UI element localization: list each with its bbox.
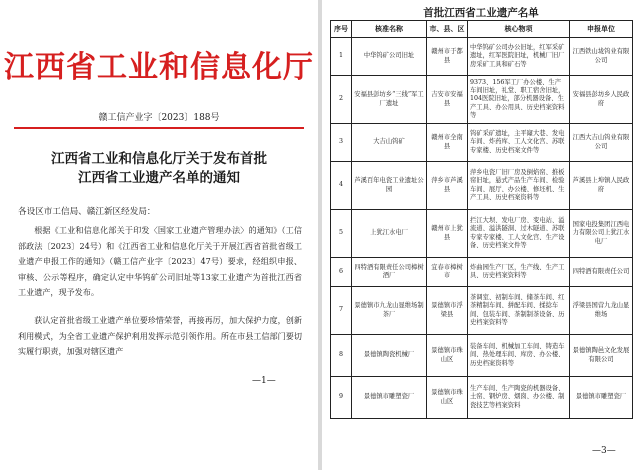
cell-name: 四特酒有限责任公司樟树酒厂 bbox=[352, 258, 427, 287]
cell-core-items: 中华钨矿公司办公旧址，红军采矿遗址，红军医院旧址，机械厂旧厂房采矿工具和矿石等 bbox=[468, 38, 570, 76]
table-row bbox=[331, 287, 633, 335]
header-index: 序号 bbox=[331, 21, 352, 38]
cell-name: 中华钨矿公司旧址 bbox=[352, 38, 427, 76]
document-title-line1: 江西省工业和信息化厅关于发布首批 bbox=[51, 151, 267, 167]
page-number: —3— bbox=[592, 446, 616, 456]
cell-applicant: 安福县彭坊乡人民政府 bbox=[570, 76, 633, 124]
cell-index: 3 bbox=[331, 124, 352, 162]
cell-core-items: 钨矿采矿遗址，主平窿大巷、发电车间、炸药库、工人文化宫、苏联专家楼、历史档案文件等 bbox=[468, 124, 570, 162]
cell-core-items: 装备车间、机械加工车间、铸造车间、热处理车间、库房、办公楼、历史档案资料等 bbox=[468, 335, 570, 377]
body-paragraph-2: 获认定首批省级工业遗产单位要珍惜荣誉，再接再厉，加大保护力度，创新利用模式，为全省工业遗产保护利用发挥示范引领作用。所在市县工信部门要切实履行职责，加强对辖区遗产 bbox=[18, 315, 302, 357]
body-paragraph-1: 根据《工业和信息化部关于印发〈国家工业遗产管理办法〉的通知》（工信部政法〔2023〕24号）和《江西省工业和信息化厅关于开展江西省首批省级工业遗产申报工作的通知》（赣工信产业字〔2023〕47号）要求，经组织申报、审核、公示等程序，确定认定中华钨矿公司旧址等13家工业遗产为首批江西省工业遗产，现予发布。 bbox=[18, 225, 302, 298]
cell-applicant: 江西大吉山钨业有限公司 bbox=[570, 124, 633, 162]
table-row bbox=[331, 76, 633, 124]
cell-index: 4 bbox=[331, 162, 352, 210]
cell-index: 2 bbox=[331, 76, 352, 124]
cell-name: 上犹江水电厂 bbox=[352, 210, 427, 258]
cell-applicant: 景德镇市雕塑瓷厂 bbox=[570, 377, 633, 419]
cell-location: 景德镇市浮梁县 bbox=[427, 287, 468, 335]
table-row bbox=[331, 162, 633, 210]
cell-index: 1 bbox=[331, 38, 352, 76]
cell-index: 9 bbox=[331, 377, 352, 419]
cell-location: 赣州市于都县 bbox=[427, 38, 468, 76]
cell-location: 萍乡市芦溪县 bbox=[427, 162, 468, 210]
cell-location: 吉安市安福县 bbox=[427, 76, 468, 124]
cell-index: 5 bbox=[331, 210, 352, 258]
red-divider bbox=[14, 127, 304, 129]
cell-location: 赣州市全南县 bbox=[427, 124, 468, 162]
document-number: 赣工信产业字〔2023〕188号 bbox=[98, 113, 220, 123]
cell-name: 安福县彭坊乡“三线”军工厂遗址 bbox=[352, 76, 427, 124]
header-applicant: 申报单位 bbox=[570, 21, 633, 38]
left-page bbox=[0, 0, 318, 470]
table-row bbox=[331, 38, 633, 76]
letterhead: 江西省工业和信息化厅 bbox=[4, 50, 314, 85]
cell-core-items: 拦江大坝、发电厂房、变电站、溢流道、溢洪隧洞、过木隧道、苏联专家专家楼、工人文化宫、生产设备、历史档案文件等 bbox=[468, 210, 570, 258]
addressee: 各设区市工信局、赣江新区经发局： bbox=[18, 207, 156, 217]
cell-core-items: 萍乡电瓷厂旧厂房及倒焰窑、推板窑旧址，悬式产品生产车间、检验车间、展厅、办公楼、修坯机、生产工具、历史档案资料等 bbox=[468, 162, 570, 210]
heritage-table bbox=[330, 20, 633, 419]
document-title bbox=[0, 150, 318, 188]
cell-name: 芦溪百年电瓷工业遗址公园 bbox=[352, 162, 427, 210]
table-body bbox=[331, 38, 633, 419]
cell-index: 8 bbox=[331, 335, 352, 377]
cell-name: 景德镇市雕塑瓷厂 bbox=[352, 377, 427, 419]
cell-location: 景德镇市珠山区 bbox=[427, 377, 468, 419]
table-row bbox=[331, 124, 633, 162]
cell-core-items: 茶调室、初制车间、储茶车间、红茶精制车间、拼配车间、揉捻车间、包装车间、茶制制茶设备、历史档案资料等 bbox=[468, 287, 570, 335]
table-row bbox=[331, 377, 633, 419]
cell-location: 宜春市樟树市 bbox=[427, 258, 468, 287]
cell-applicant: 江西铁山垅钨业有限公司 bbox=[570, 38, 633, 76]
cell-core-items: 炸曲园生产厂区，生产线、生产工具、历史档案资料等 bbox=[468, 258, 570, 287]
cell-applicant: 四特酒有限责任公司 bbox=[570, 258, 633, 287]
table-header-row bbox=[331, 21, 633, 38]
cell-name: 景德镇陶瓷机械厂 bbox=[352, 335, 427, 377]
table-title: 首批江西省工业遗产名单 bbox=[423, 7, 539, 19]
cell-index: 6 bbox=[331, 258, 352, 287]
cell-location: 景德镇市珠山区 bbox=[427, 335, 468, 377]
cell-name: 景德镇市九龙山显维场制茶厂 bbox=[352, 287, 427, 335]
cell-index: 7 bbox=[331, 287, 352, 335]
cell-location: 赣州市上犹县 bbox=[427, 210, 468, 258]
document-title-line2: 江西省工业遗产名单的通知 bbox=[78, 170, 240, 186]
page-number: —1— bbox=[252, 376, 276, 386]
cell-core-items: 生产车间、生产陶瓷的机器设备、土窑、钢炉房、烟囱、办公楼、制瓷技艺等档案资料 bbox=[468, 377, 570, 419]
table-row bbox=[331, 210, 633, 258]
cell-name: 大吉山钨矿 bbox=[352, 124, 427, 162]
table-row bbox=[331, 335, 633, 377]
cell-applicant: 浮梁县国营九龙山显维场 bbox=[570, 287, 633, 335]
cell-applicant: 芦溪县上埠镇人民政府 bbox=[570, 162, 633, 210]
header-name: 核准名称 bbox=[352, 21, 427, 38]
header-core-items: 核心物项 bbox=[468, 21, 570, 38]
header-location: 市、县、区 bbox=[427, 21, 468, 38]
cell-applicant: 景德镇陶邑文化发展有限公司 bbox=[570, 335, 633, 377]
cell-core-items: 9373、156军工厂办公楼、生产车间旧址，礼堂、职工宿舍旧址，104医院旧址，部分机器设备、生产工具、办公用具、历史档案资料等 bbox=[468, 76, 570, 124]
cell-applicant: 国家电投集团江西电力有限公司上犹江水电厂 bbox=[570, 210, 633, 258]
table-row bbox=[331, 258, 633, 287]
right-page bbox=[322, 0, 640, 470]
